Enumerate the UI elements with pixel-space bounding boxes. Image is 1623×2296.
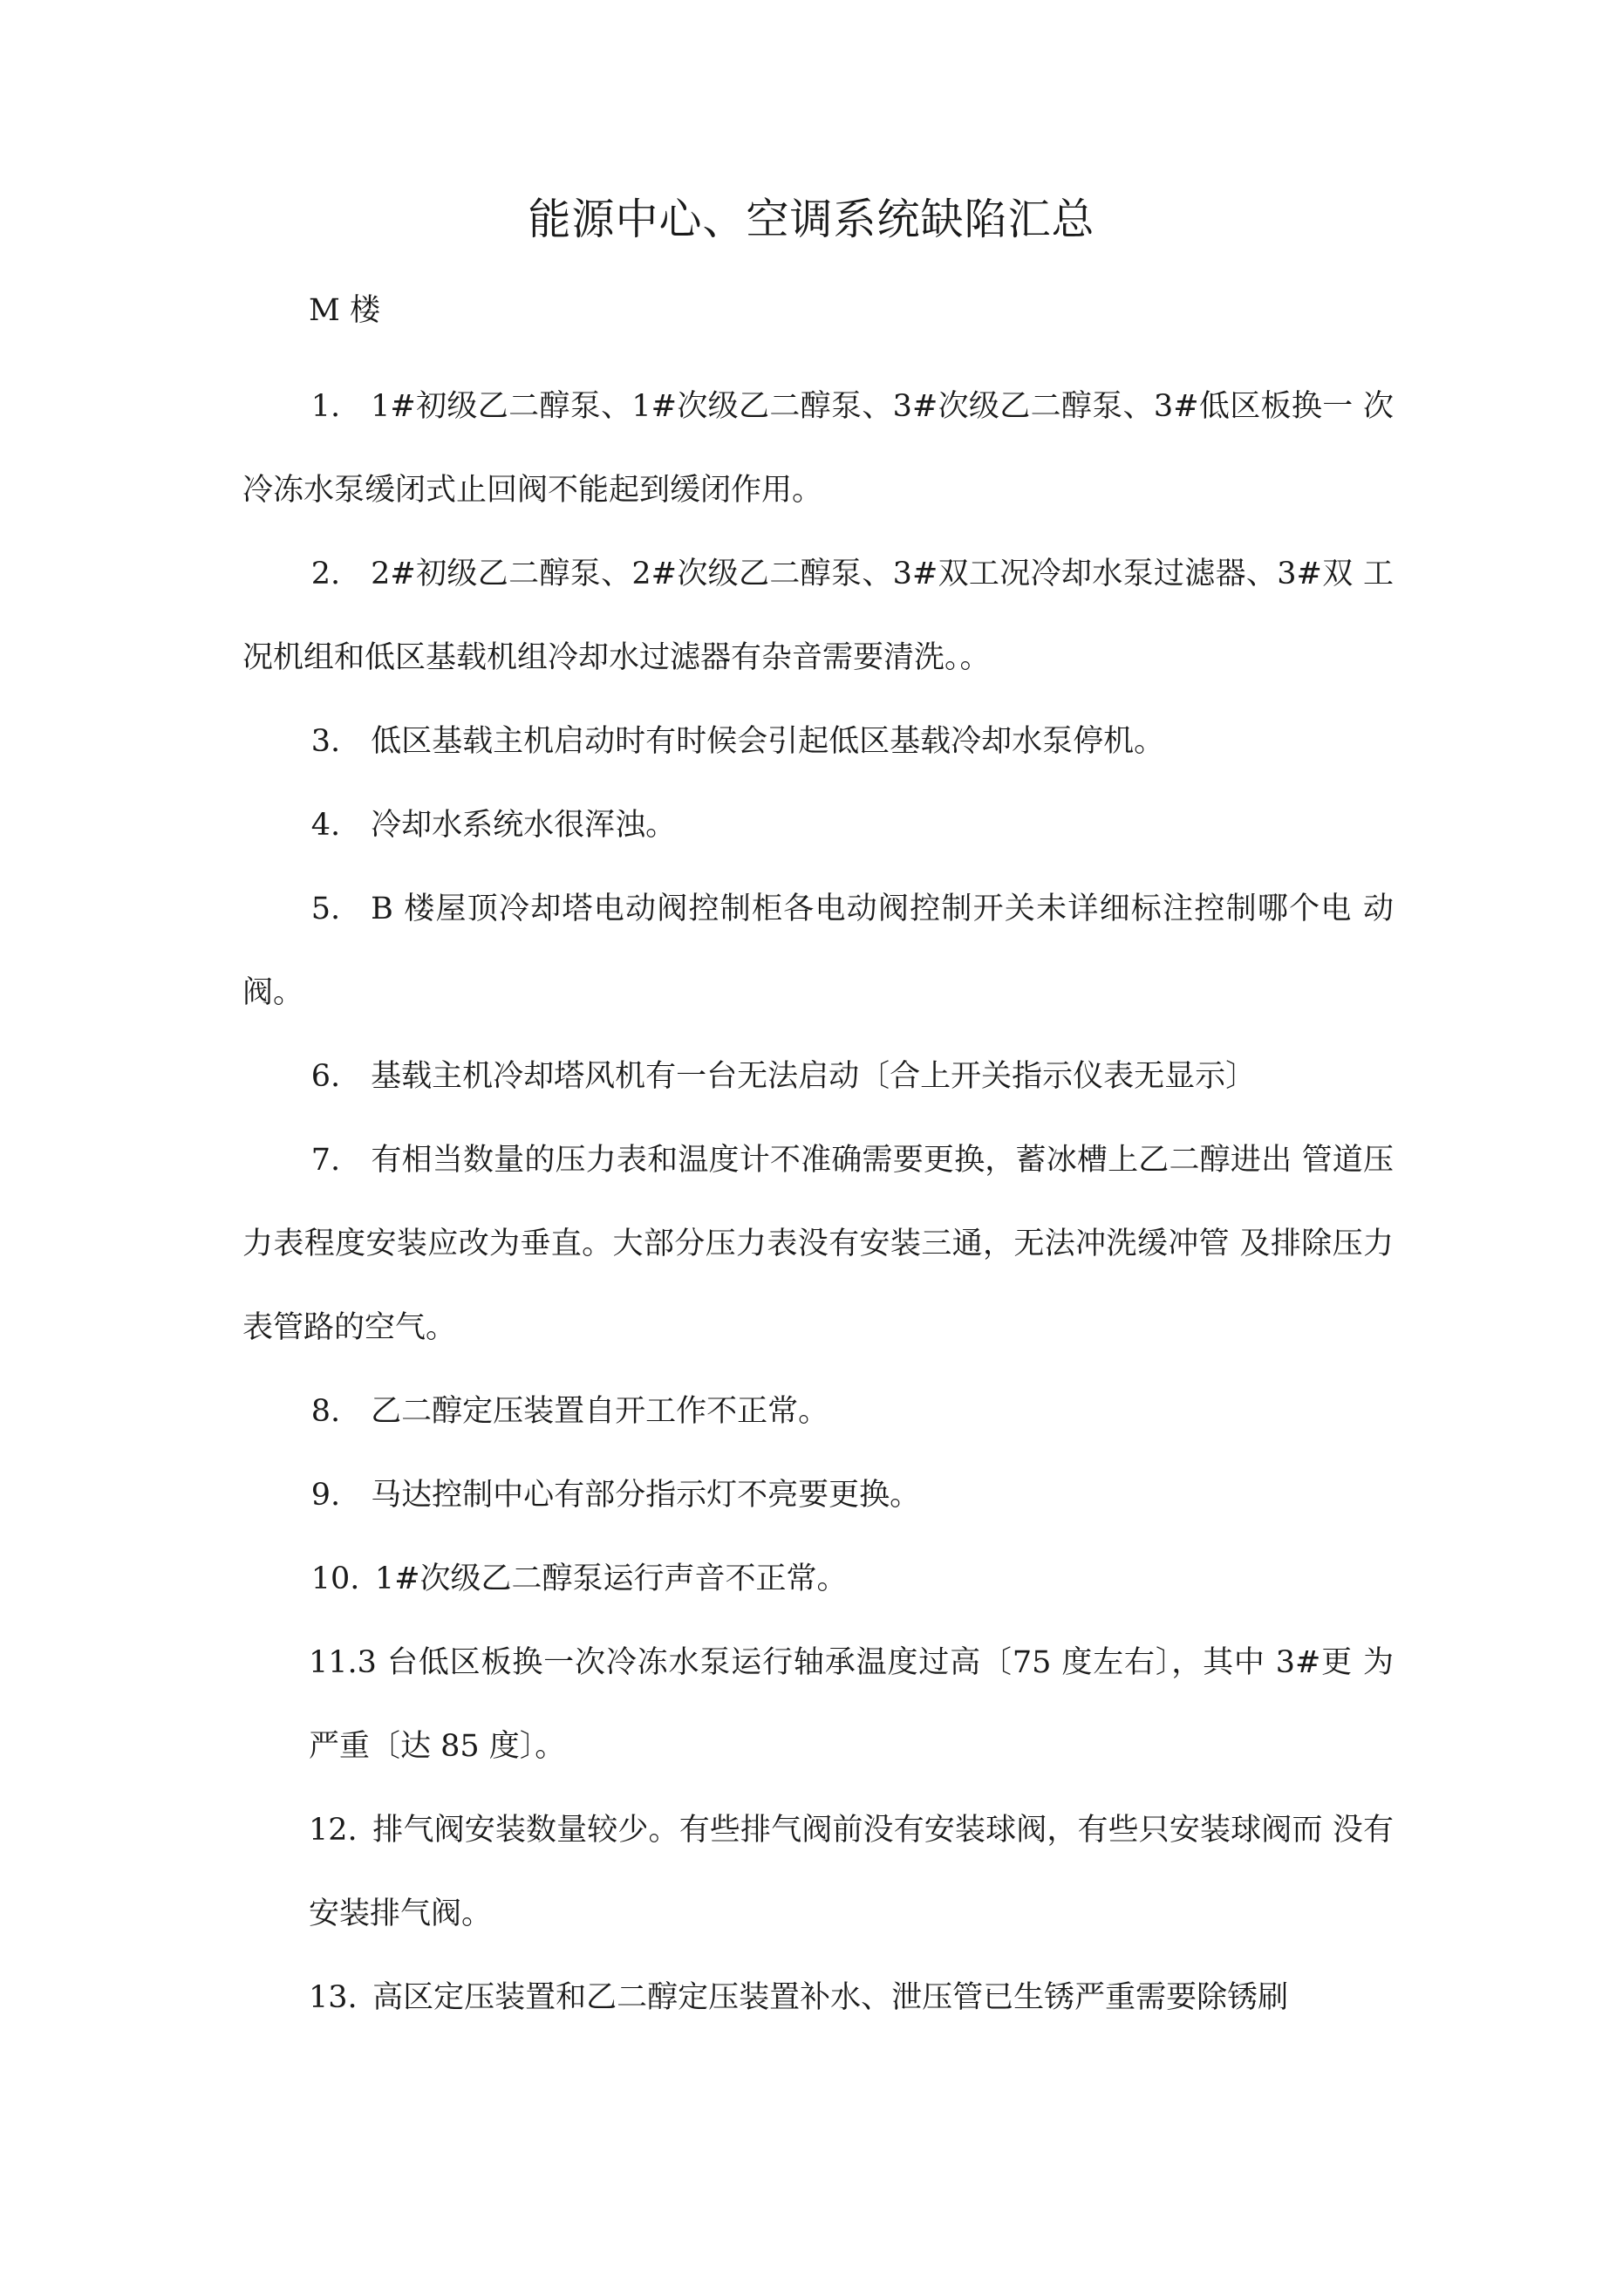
item-number: 3. — [310, 724, 341, 759]
item-number: 4. — [310, 808, 341, 843]
item-text: 低区基载主机启动时有时候会引起低区基载冷却水泵停机。 — [371, 724, 1165, 759]
list-item — [242, 783, 1394, 867]
defect-list — [242, 365, 1394, 2040]
list-item — [242, 1370, 1394, 1453]
item-text: 乙二醇定压装置自开工作不正常。 — [371, 1394, 829, 1429]
item-number: 6. — [310, 1059, 341, 1094]
item-number: 7. — [310, 1143, 341, 1178]
item-number: 10. — [310, 1561, 360, 1596]
item-text: 有相当数量的压力表和温度计不准确需要更换，蓄冰槽上乙二醇进出 管道压力表程度安装应改为垂直。大部分压力表没有安装三通，无法冲洗缓冲管 及排除压力表管路的空气。 — [242, 1143, 1394, 1345]
list-item — [242, 867, 1394, 1035]
item-text: 冷却水系统水很浑浊。 — [371, 808, 677, 843]
item-number: 9. — [310, 1478, 341, 1513]
item-number: 13. — [309, 1980, 358, 2015]
list-item — [242, 1453, 1394, 1537]
list-item — [242, 1118, 1394, 1370]
item-text: 1#次级乙二醇泵运行声音不正常。 — [374, 1561, 848, 1596]
item-number: 11. — [309, 1645, 358, 1680]
item-number: 5. — [310, 892, 341, 926]
list-item — [242, 365, 1394, 532]
list-item — [242, 700, 1394, 783]
item-text: 排气阀安装数量较少。有些排气阀前没有安装球阀，有些只安装球阀而 没有安装排气阀。 — [309, 1813, 1394, 1931]
item-text: 2#初级乙二醇泵、2#次级乙二醇泵、3#双工况冷却水泵过滤器、3#双 工况机组和低区基载机组冷却水过滤器有杂音需要清洗。。 — [242, 557, 1394, 675]
item-text: 3 台低区板换一次冷冻水泵运行轴承温度过高〔75 度左右〕，其中 3#更 为严重〔达 85 度〕。 — [309, 1645, 1394, 1764]
list-item — [242, 1788, 1394, 1956]
document-title: 能源中心、空调系统缺陷汇总 — [528, 195, 1095, 244]
item-number: 8. — [310, 1394, 341, 1429]
section-heading: M 楼 — [309, 293, 380, 328]
item-text: 高区定压装置和乙二醇定压装置补水、泄压管已生锈严重需要除锈刷 — [372, 1980, 1289, 2015]
item-text: 基载主机冷却塔风机有一台无法启动〔合上开关指示仪表无显示〕 — [371, 1059, 1257, 1094]
item-text: 马达控制中心有部分指示灯不亮要更换。 — [371, 1478, 921, 1513]
list-item — [242, 1956, 1394, 2040]
item-number: 1. — [310, 389, 341, 424]
list-item — [242, 532, 1394, 700]
item-number: 2. — [310, 557, 341, 591]
item-text: B 楼屋顶冷却塔电动阀控制柜各电动阀控制开关未详细标注控制哪个电 动阀。 — [242, 892, 1394, 1010]
list-item — [242, 1035, 1394, 1118]
list-item — [242, 1621, 1394, 1788]
item-number: 12. — [309, 1813, 358, 1848]
item-text: 1#初级乙二醇泵、1#次级乙二醇泵、3#次级乙二醇泵、3#低区板换一 次冷冻水泵缓闭式止回阀不能起到缓闭作用。 — [242, 389, 1394, 508]
list-item — [242, 1537, 1394, 1621]
